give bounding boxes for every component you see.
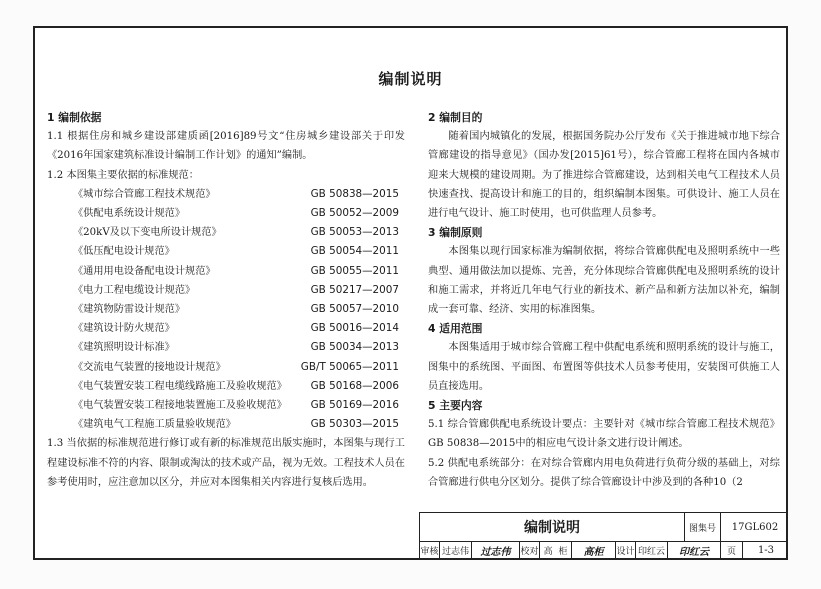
standard-row — [47, 281, 405, 300]
section-5-2-text: 5.2 供配电系统部分：在对综合管廊内用电负荷进行负荷分级的基础上，对综合管廊进行供电分区划分。提供了综合管廊设计中涉及到的各种10（2 — [428, 457, 780, 488]
section-1-1-text: 1.1 根据住房和城乡建设部建质函[2016]89号文“住房城乡建设部关于印发《2016年国家建筑标准设计编制工作计划》的通知”编制。 — [47, 131, 405, 162]
checker-name: 高 柜 — [540, 541, 572, 560]
section-1-3-text: 1.3 当依据的标准规范进行修订或有新的标准规范出版实施时，本图集与现行工程建设标准不符的内容、限制或淘汰的技术或产品，视为无效。工程技术人员在参考使用时，应注意加以区分，并应对本图集相关内容进行复核后选用。 — [47, 438, 405, 488]
standard-code: GB 50054—2011 — [310, 245, 399, 258]
designer-signature: 印红云 — [668, 541, 721, 560]
standard-row — [47, 242, 405, 261]
standard-code: GB 50168—2006 — [310, 379, 399, 392]
section-2-heading: 2 编制目的 — [428, 111, 483, 124]
standard-row — [47, 377, 405, 396]
review-label: 审核 — [420, 541, 440, 560]
standard-code: GB 50838—2015 — [310, 187, 399, 200]
designer-name: 印红云 — [636, 541, 668, 560]
standard-row — [47, 358, 405, 377]
right-column — [428, 108, 780, 492]
standard-name: 《城市综合管廊工程技术规范》 — [73, 188, 216, 200]
title-block-title: 编制说明 — [420, 513, 685, 541]
design-label: 设计 — [616, 541, 636, 560]
standard-row — [47, 262, 405, 281]
standard-code: GB 50034—2013 — [310, 341, 399, 354]
section-1-2-text: 1.2 本图集主要依据的标准规范： — [47, 169, 199, 181]
checker-signature: 高柜 — [572, 541, 616, 560]
standard-code: GB 50052—2009 — [310, 207, 399, 220]
standard-row — [47, 338, 405, 357]
reviewer-signature: 过志伟 — [472, 541, 520, 560]
standard-row — [47, 319, 405, 338]
standard-code: GB 50057—2010 — [310, 303, 399, 316]
standard-row — [47, 415, 405, 434]
atlas-number-label: 图集号 — [685, 513, 721, 541]
section-3-text: 本图集以现行国家标准为编制依据，将综合管廊供配电及照明系统中一些典型、通用做法加以提炼、完善，充分体现综合管廊供配电及照明系统的设计和施工需求，并将近几年电气行业的新技术、新产品和新方法加以补充，编制成一套可靠、经济、实用的标准图集。 — [428, 246, 780, 316]
standard-name: 《交流电气装置的接地设计规范》 — [73, 361, 226, 373]
section-4-heading: 4 适用范围 — [428, 322, 483, 336]
section-3-heading: 3 编制原则 — [428, 226, 483, 240]
title-block — [419, 512, 788, 560]
standard-name: 《电气装置安装工程电缆线路施工及验收规范》 — [73, 380, 287, 392]
reviewer-name: 过志伟 — [440, 541, 472, 560]
standard-code: GB 50055—2011 — [310, 264, 399, 277]
section-4-text: 本图集适用于城市综合管廊工程中供配电系统和照明系统的设计与施工，图集中的系统图、平面图、布置图等供技术人员参考使用，安装图可供施工人员直接选用。 — [428, 342, 780, 392]
section-5-heading: 5 主要内容 — [428, 399, 483, 413]
standard-name: 《电力工程电缆设计规范》 — [73, 284, 196, 296]
standard-row — [47, 223, 405, 242]
standards-list — [47, 185, 405, 435]
atlas-number: 17GL602 — [731, 521, 779, 533]
standard-name: 《通用用电设备配电设计规范》 — [73, 265, 216, 277]
standard-name: 《建筑照明设计标准》 — [73, 342, 175, 354]
standard-code: GB 50217—2007 — [310, 283, 399, 296]
standard-name: 《供配电系统设计规范》 — [73, 208, 186, 220]
standard-row — [47, 204, 405, 223]
standard-name: 《20kV及以下变电所设计规范》 — [73, 227, 222, 239]
standard-name: 《建筑物防雷设计规范》 — [73, 304, 186, 316]
standard-code: GB 50303—2015 — [310, 418, 399, 431]
standard-name: 《建筑设计防火规范》 — [73, 323, 175, 335]
standard-code: GB 50169—2016 — [310, 399, 399, 412]
left-column — [47, 108, 405, 492]
standard-name: 《电气装置安装工程接地装置施工及验收规范》 — [73, 400, 287, 412]
check-label: 校对 — [520, 541, 540, 560]
page-label: 页 — [721, 541, 743, 560]
standard-name: 《低压配电设计规范》 — [73, 246, 175, 258]
standard-row — [47, 300, 405, 319]
standard-code: GB 50016—2014 — [310, 322, 399, 335]
standard-code: GB 50053—2013 — [310, 226, 399, 239]
standard-row — [47, 396, 405, 415]
section-1-heading: 1 编制依据 — [47, 111, 102, 124]
standard-row — [47, 185, 405, 204]
page-title: 编制说明 — [378, 70, 443, 88]
standard-code: GB/T 50065—2011 — [300, 360, 399, 373]
page-number: 1-3 — [757, 545, 775, 556]
section-5-1-text: 5.1 综合管廊供配电系统设计要点：主要针对《城市综合管廊工程技术规范》GB 50838—2015中的相应电气设计条文进行设计阐述。 — [428, 419, 780, 450]
standard-name: 《建筑电气工程施工质量验收规范》 — [73, 419, 236, 431]
section-2-text: 随着国内城镇化的发展，根据国务院办公厅发布《关于推进城市地下综合管廊建设的指导意见》（国办发[2015]61号），综合管廊工程将在国内各城市迎来大规模的建设周期。为了推进综合管廊建设，达到相关电气工程技术人员快速查找、提高设计和施工的目的，组织编制本图集。可供设计、施工人员在进行电气设计、施工时使用，也可供监理人员参考。 — [428, 131, 780, 220]
